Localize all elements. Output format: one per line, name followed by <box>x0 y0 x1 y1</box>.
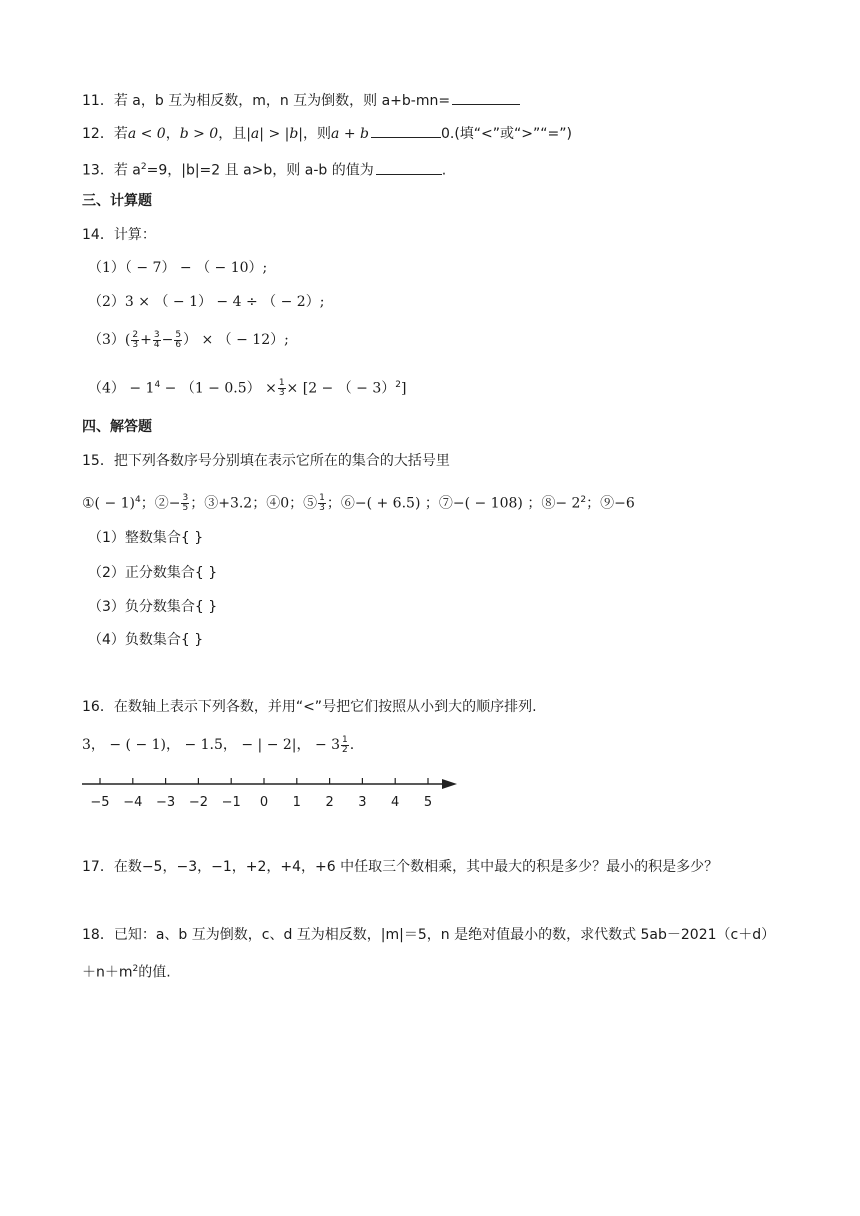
question-13 <box>82 157 446 181</box>
math-expr: （2）3 × （ − 1） − 4 ÷ （ − 2）; <box>88 294 325 310</box>
set-negative-fractions[interactable]: （3）负分数集合{ } <box>88 599 218 615</box>
question-14-part-2 <box>88 292 324 312</box>
question-text: ＋n＋m <box>82 964 133 981</box>
superscript: 2 <box>140 162 147 172</box>
question-15-numbers <box>82 490 635 514</box>
question-18-continued <box>82 959 171 983</box>
text: 0.(填“<”或“>”“=”) <box>440 126 572 142</box>
question-17 <box>82 857 718 877</box>
math-expr: a < 0 <box>127 126 166 142</box>
question-number: 18． <box>82 927 114 943</box>
tick-label: 4 <box>391 795 400 810</box>
tick-group <box>90 778 432 810</box>
question-text: 若 a，b 互为相反数，m，n 互为倒数，则 a+b-mn= <box>113 93 451 109</box>
fraction <box>181 494 189 513</box>
denominator: 3 <box>319 503 325 514</box>
tick-label: −2 <box>188 795 208 810</box>
math-expr: ） × （ − 12）; <box>183 332 289 348</box>
text: ， <box>165 126 180 142</box>
question-number: 11． <box>82 93 114 109</box>
math-expr: ；②− <box>140 495 181 512</box>
denominator: 4 <box>153 339 160 350</box>
question-number: 17． <box>82 859 114 875</box>
math-expr: b > 0 <box>179 126 219 142</box>
question-14 <box>82 225 156 245</box>
question-15 <box>82 451 450 471</box>
math-expr: （4） − 1 <box>88 380 155 397</box>
answer-blank[interactable] <box>452 90 520 105</box>
denominator: 6 <box>175 339 182 350</box>
math-expr: a + b <box>331 126 369 142</box>
question-text: 把下列各数序号分别填在表示它所在的集合的大括号里 <box>113 453 450 469</box>
question-number: 12． <box>82 126 114 142</box>
question-14-part-1 <box>88 258 267 278</box>
math-expr: ；⑥−( + 6.5) ；⑦−( − 108) ；⑧− 2 <box>326 495 581 512</box>
math-expr: ；⑨−6 <box>586 495 635 512</box>
math-expr: × [2 − （ − 3） <box>286 380 396 397</box>
superscript: 2 <box>580 495 587 505</box>
tick-label: 3 <box>358 795 367 810</box>
text: =9，|b|=2 且 a>b，则 a-b 的值为 <box>146 162 374 179</box>
tick-label: −3 <box>156 795 176 810</box>
tick-label: −5 <box>90 795 110 810</box>
fraction <box>278 379 286 398</box>
math-expr: （1）（ − 7） − （ − 10）; <box>88 260 268 276</box>
question-number: 13． <box>82 162 114 179</box>
denominator: 3 <box>278 388 285 399</box>
set-negative-numbers[interactable]: （4）负数集合{ } <box>88 632 204 648</box>
math-expr: ] <box>401 380 407 397</box>
question-14-part-4 <box>88 375 406 399</box>
question-14-part-3 <box>88 330 289 350</box>
math-expr: 3， − ( − 1)， − 1.5， − | − 2|， − 3 <box>82 737 341 753</box>
tick-label: −1 <box>221 795 241 810</box>
tick-label: 2 <box>325 795 334 810</box>
arrow-head-icon <box>442 779 457 789</box>
fraction <box>174 331 182 350</box>
superscript: 2 <box>395 380 401 390</box>
text: 若 a <box>113 162 141 179</box>
tick-label: 1 <box>292 795 301 810</box>
fraction <box>318 494 326 513</box>
math-expr: |a| > |b| <box>246 126 304 142</box>
question-number: 14． <box>82 227 114 243</box>
denominator: 5 <box>182 503 189 514</box>
punctuation: . <box>349 737 355 753</box>
operator: − <box>161 332 174 348</box>
answer-blank[interactable] <box>371 123 441 138</box>
question-number: 15． <box>82 453 114 469</box>
math-expr: − （1 − 0.5） × <box>160 380 277 397</box>
question-16 <box>82 697 537 717</box>
question-12 <box>82 123 572 144</box>
math-expr: ①( − 1) <box>82 495 136 512</box>
superscript: 2 <box>132 964 139 974</box>
superscript: 4 <box>135 495 141 505</box>
numerator: 3 <box>182 493 189 504</box>
question-number: 16． <box>82 699 114 715</box>
numerator: 1 <box>319 493 325 504</box>
tick-label: 0 <box>259 795 269 810</box>
question-text: 在数轴上表示下列各数，并用“<”号把它们按照从小到大的顺序排列. <box>113 699 537 715</box>
math-expr: ；③+3.2；④0；⑤ <box>190 495 318 512</box>
question-text: 在数−5，−3，−1，+2，+4，+6 中任取三个数相乘，其中最大的积是多少？最小的积是多少？ <box>113 859 719 875</box>
question-11 <box>82 90 520 111</box>
denominator: 2 <box>342 744 348 755</box>
number-line[interactable] <box>82 772 462 816</box>
fraction <box>153 331 161 350</box>
question-text: 的值. <box>138 964 171 981</box>
tick-label: 5 <box>423 795 433 810</box>
tick-label: −4 <box>123 795 143 810</box>
numerator: 3 <box>153 329 160 340</box>
set-integers[interactable]: （1）整数集合{ } <box>88 530 204 546</box>
question-text: 已知：a、b 互为倒数，c、d 互为相反数，|m|＝5，n 是绝对值最小的数，求代数式 5ab－2021（c＋d） <box>113 927 776 943</box>
denominator: 3 <box>132 339 139 350</box>
operator: + <box>140 332 152 348</box>
text: ，则 <box>303 126 332 142</box>
question-18 <box>82 925 775 945</box>
text: ，且 <box>218 126 247 142</box>
superscript: 4 <box>154 380 161 390</box>
question-16-numbers <box>82 735 354 755</box>
numerator: 2 <box>132 329 139 340</box>
numerator: 1 <box>278 378 285 389</box>
math-expr: （3）( <box>88 332 131 348</box>
question-text: 计算： <box>113 227 156 243</box>
fraction <box>131 331 139 350</box>
section-heading-answer: 四、解答题 <box>82 419 152 435</box>
numerator: 1 <box>342 734 348 745</box>
answer-blank[interactable] <box>376 160 442 175</box>
section-heading-calculation: 三、计算题 <box>82 193 152 209</box>
text: . <box>441 162 447 179</box>
set-positive-fractions[interactable]: （2）正分数集合{ } <box>88 565 218 581</box>
numerator: 5 <box>175 329 182 340</box>
text: 若 <box>113 126 128 142</box>
fraction <box>341 736 349 755</box>
